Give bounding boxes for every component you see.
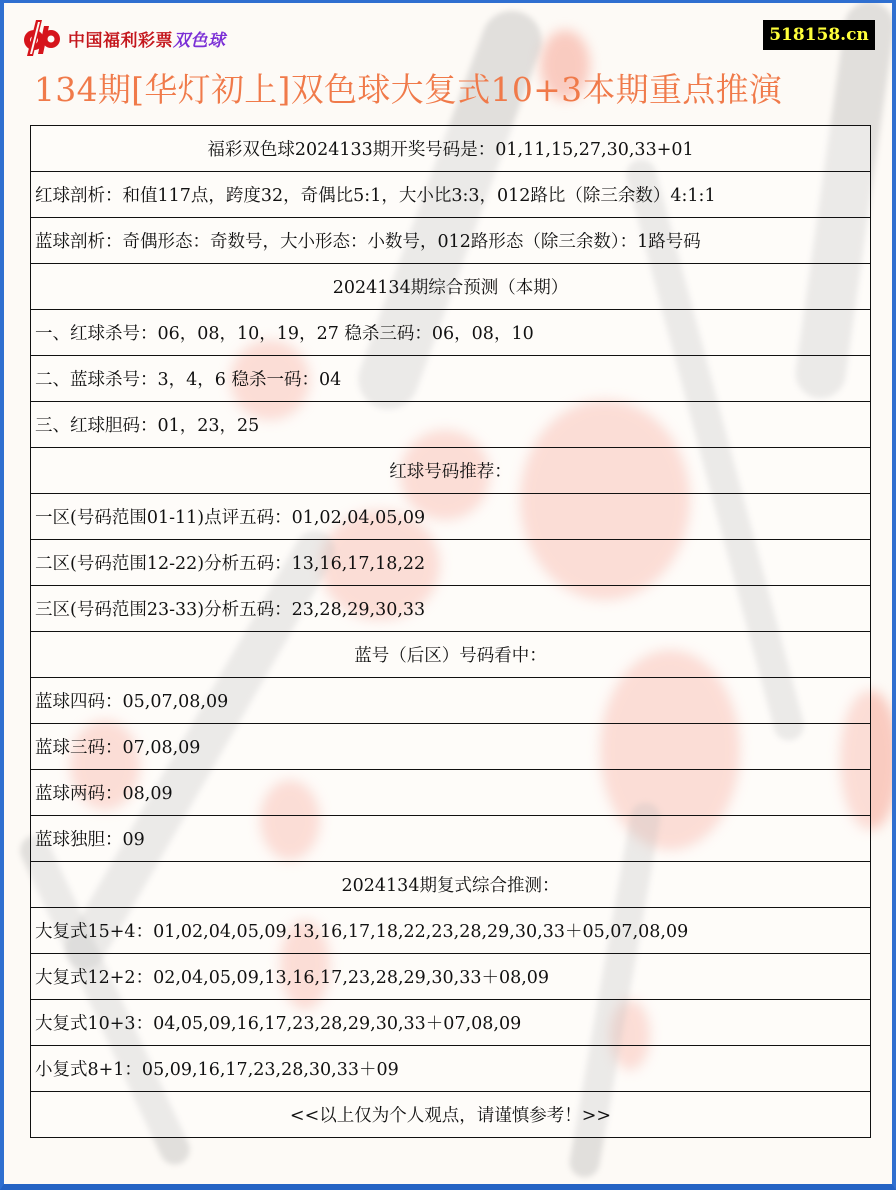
table-row: [31, 402, 871, 448]
table-row: [31, 1092, 871, 1138]
table-row: [31, 816, 871, 862]
table-cell: 一区(号码范围01-11)点评五码：01,02,04,05,09: [31, 494, 871, 540]
table-row: [31, 586, 871, 632]
table-row: [31, 862, 871, 908]
cwl-logo-icon: [22, 20, 62, 56]
section-heading-cell: 蓝号（后区）号码看中：: [31, 632, 871, 678]
logo-org-name: 中国福利彩票: [68, 30, 173, 51]
table-cell: 三区(号码范围23-33)分析五码：23,28,29,30,33: [31, 586, 871, 632]
table-row: [31, 724, 871, 770]
table-row: [31, 908, 871, 954]
table-row: [31, 126, 871, 172]
table-cell: 大复式10+3：04,05,09,16,17,23,28,29,30,33＋07,08,09: [31, 1000, 871, 1046]
logo-text: [68, 26, 226, 51]
table-row: [31, 1000, 871, 1046]
section-heading-cell: 福彩双色球2024133期开奖号码是：01,11,15,27,30,33+01: [31, 126, 871, 172]
table-row: [31, 632, 871, 678]
table-cell: 蓝球独胆：09: [31, 816, 871, 862]
table-cell: 蓝球三码：07,08,09: [31, 724, 871, 770]
table-cell: 二、蓝球杀号：3，4，6 稳杀一码：04: [31, 356, 871, 402]
table-row: [31, 1046, 871, 1092]
logo-product-name: 双色球: [173, 30, 226, 51]
page-title: 134期[华灯初上]双色球大复式10+3本期重点推演: [34, 70, 783, 109]
table-cell: 蓝球四码：05,07,08,09: [31, 678, 871, 724]
table-cell: 小复式8+1：05,09,16,17,23,28,30,33＋09: [31, 1046, 871, 1092]
table-cell: 二区(号码范围12-22)分析五码：13,16,17,18,22: [31, 540, 871, 586]
table-row: [31, 954, 871, 1000]
table-cell: 蓝球两码：08,09: [31, 770, 871, 816]
table-row: [31, 678, 871, 724]
table-row: [31, 540, 871, 586]
table-row: [31, 356, 871, 402]
table-cell: 大复式15+4：01,02,04,05,09,13,16,17,18,22,23,28,29,30,33＋05,07,08,09: [31, 908, 871, 954]
table-cell: 三、红球胆码：01，23，25: [31, 402, 871, 448]
table-row: [31, 448, 871, 494]
table-row: [31, 770, 871, 816]
table-row: [31, 310, 871, 356]
lottery-logo: [22, 20, 226, 56]
site-badge[interactable]: 518158.cn: [763, 20, 875, 50]
section-heading-cell: 红球号码推荐：: [31, 448, 871, 494]
section-heading-cell: 2024134期综合预测（本期）: [31, 264, 871, 310]
table-cell: 蓝球剖析：奇偶形态：奇数号，大小形态：小数号，012路形态（除三余数）：1路号码: [31, 218, 871, 264]
table-row: [31, 172, 871, 218]
table-row: [31, 218, 871, 264]
section-heading-cell: 2024134期复式综合推测：: [31, 862, 871, 908]
table-cell: 红球剖析：和值117点，跨度32，奇偶比5:1，大小比3:3，012路比（除三余数）4:1:1: [31, 172, 871, 218]
table-row: [31, 264, 871, 310]
table-cell: 大复式12+2：02,04,05,09,13,16,17,23,28,29,30,33＋08,09: [31, 954, 871, 1000]
table-row: [31, 494, 871, 540]
table-cell: 一、红球杀号：06，08，10，19，27 稳杀三码：06，08，10: [31, 310, 871, 356]
prediction-table: [30, 125, 871, 1138]
section-heading-cell: <<以上仅为个人观点，请谨慎参考！>>: [31, 1092, 871, 1138]
